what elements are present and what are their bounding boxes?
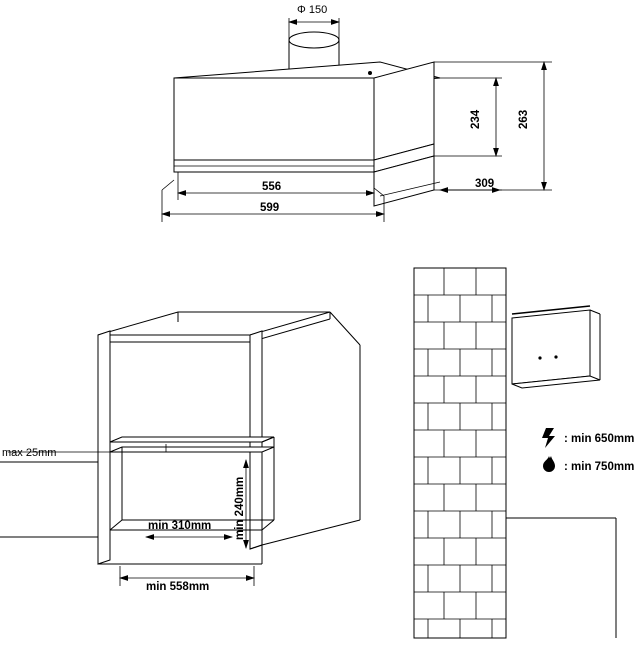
height-body-label: 234 <box>470 109 482 129</box>
hood-body <box>174 62 440 206</box>
mounted-hood <box>512 306 600 388</box>
gas-clearance-label: : min 750mm <box>564 461 635 473</box>
min-height-label: min 240mm <box>234 476 246 540</box>
height-body-dimension <box>434 78 502 156</box>
width-inner-label: 556 <box>262 181 282 193</box>
duct-diameter-label: Φ 150 <box>297 4 328 16</box>
electric-clearance-label: : min 650mm <box>564 433 635 445</box>
lightning-bolt-icon <box>542 428 555 448</box>
flame-icon <box>543 456 555 472</box>
height-total-label: 263 <box>518 109 530 129</box>
wall-clearance-view <box>414 268 616 638</box>
hood-dimensions-view <box>162 18 552 222</box>
depth-label: 309 <box>475 178 495 190</box>
min-width-label: min 558mm <box>146 581 210 593</box>
height-total-dimension <box>434 62 552 190</box>
max-gap-label: max 25mm <box>2 447 57 459</box>
min-depth-label: min 310mm <box>148 520 212 532</box>
width-outer-label: 599 <box>260 202 280 214</box>
